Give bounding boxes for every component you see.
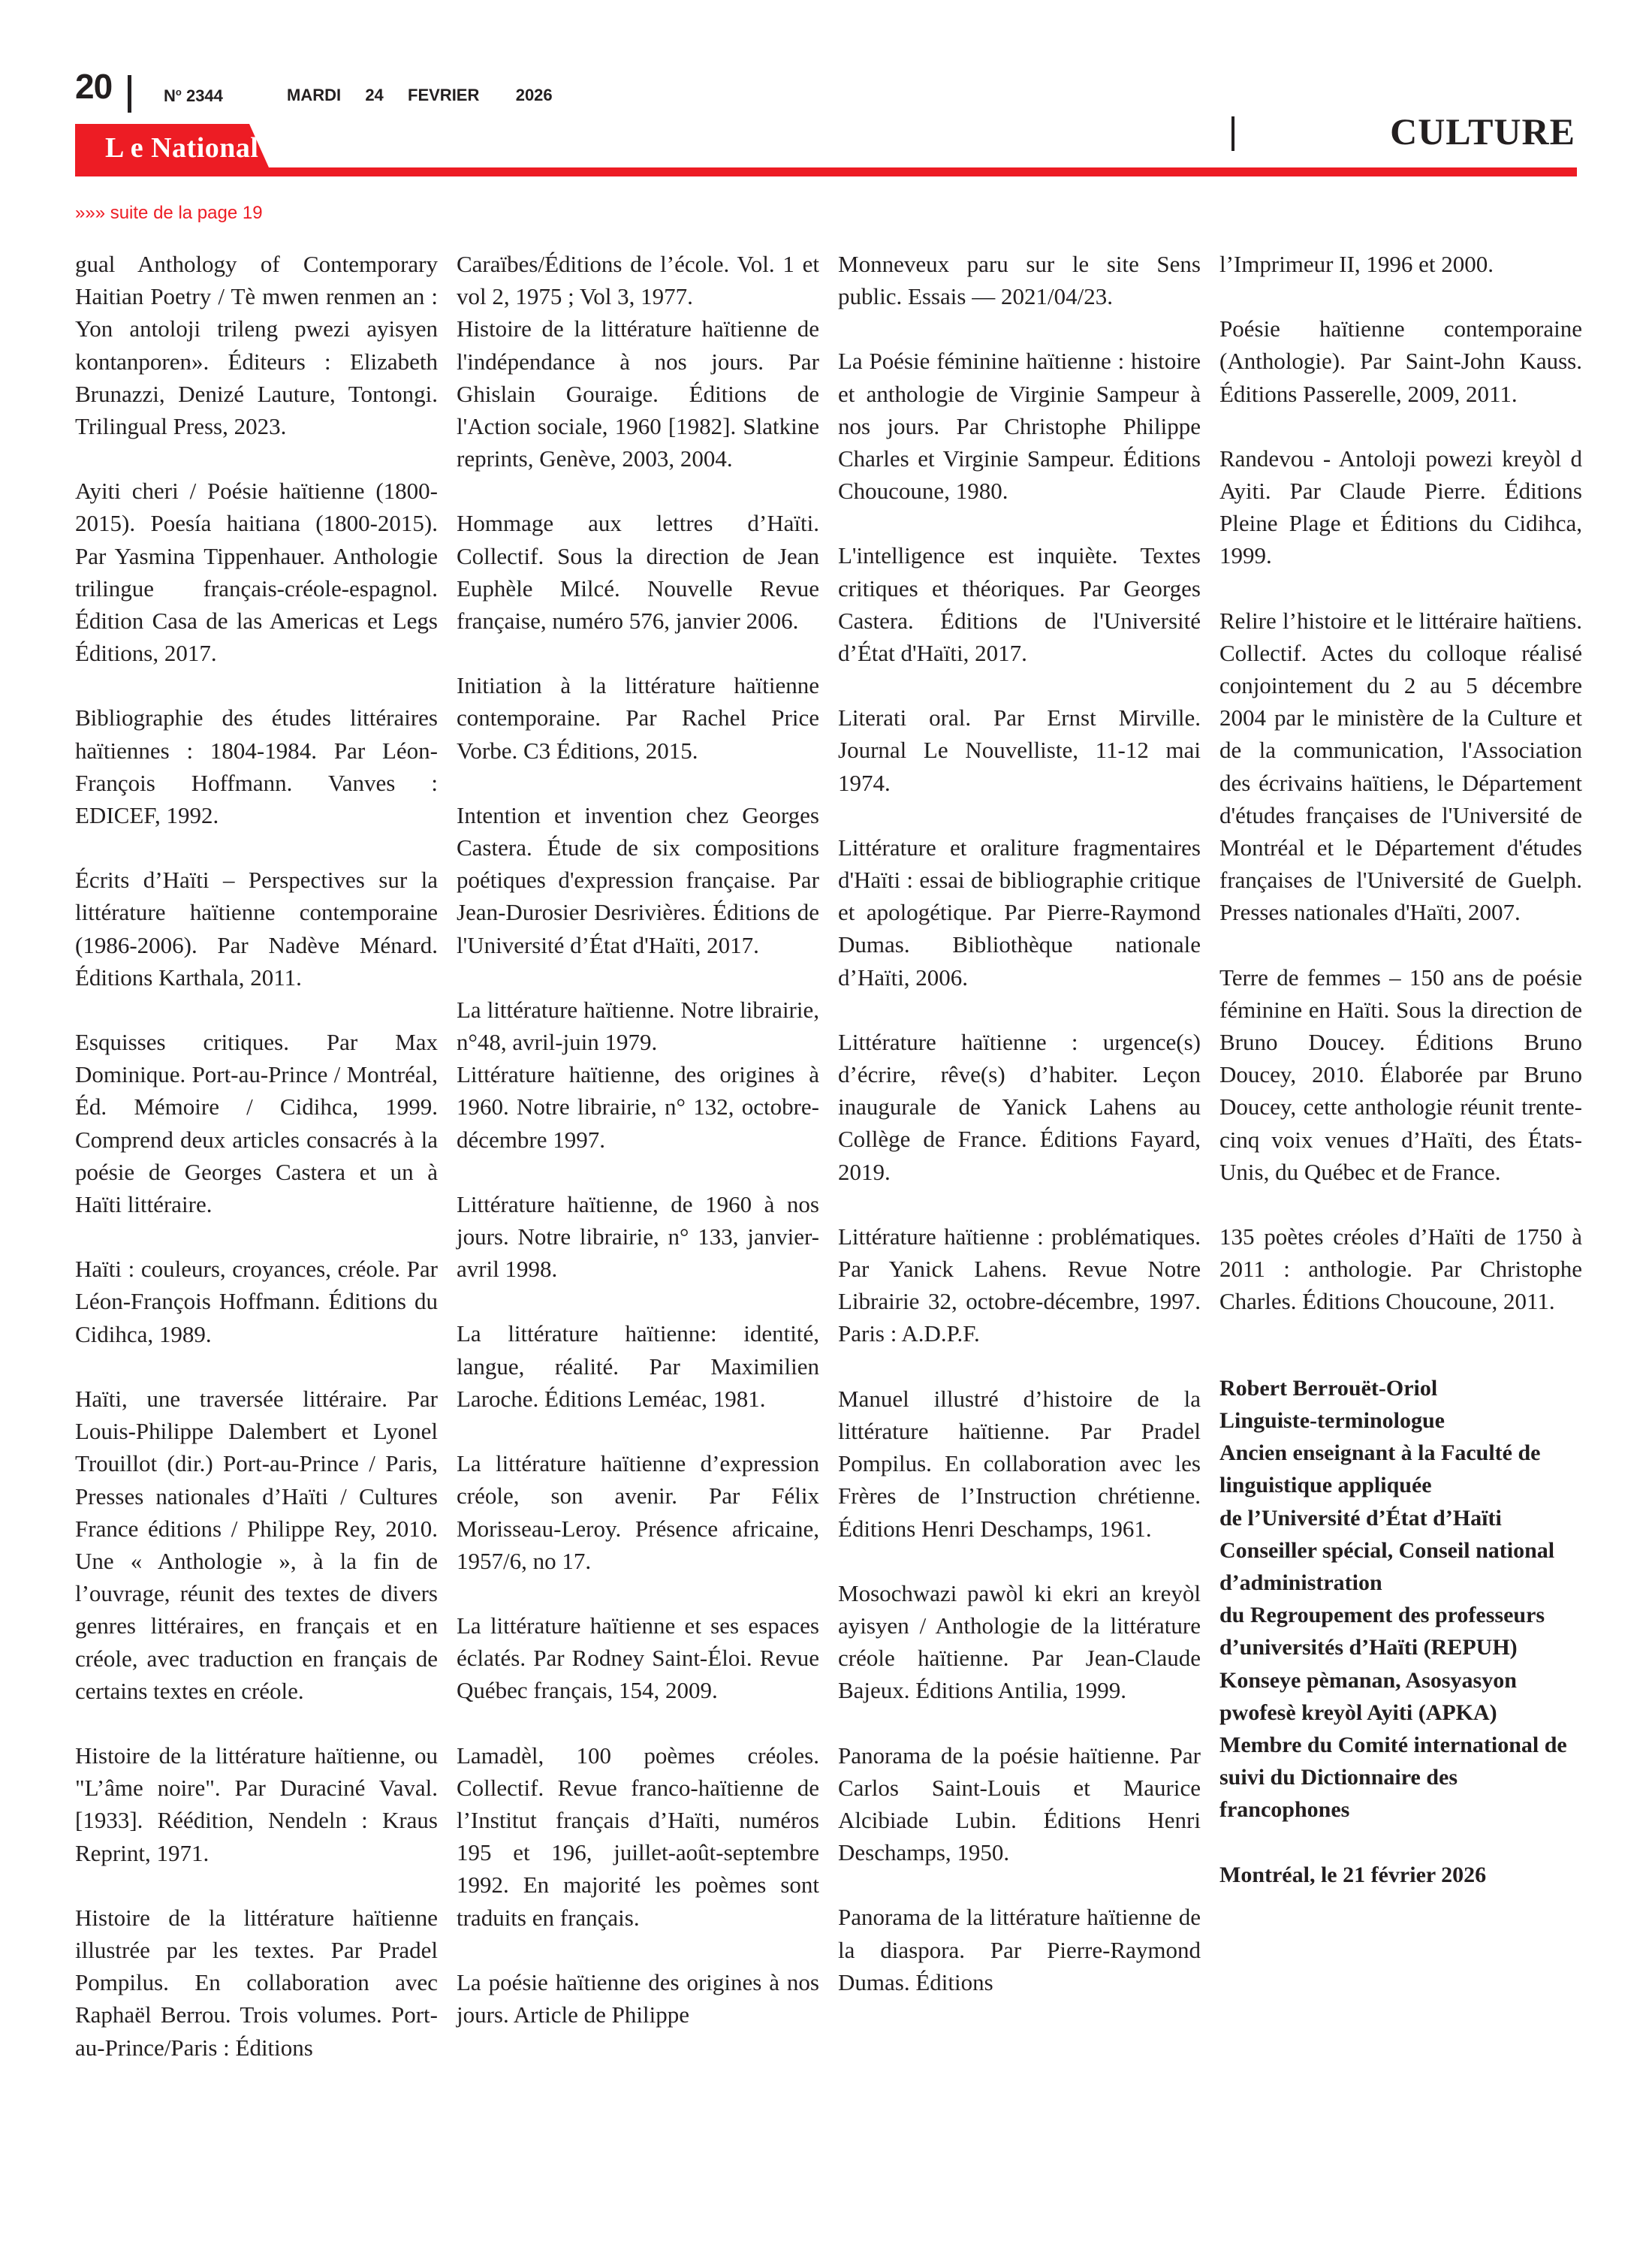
brand-band [75,124,1577,176]
bibliography-entry: La littérature haïtienne d’expression créole, son avenir. Par Félix Morisseau-Leroy. Présence africaine, 1957/6, no 17. [457,1450,819,1574]
bibliography-entry: 135 poètes créoles d’Haïti de 1750 à 2011 : anthologie. Par Christophe Charles. Éditions Choucoune, 2011. [1219,1223,1582,1315]
issue-date: MARDI 24 FEVRIER 2026 [287,86,553,104]
author-title: Membre du Comité international de suivi du Dictionnaire des francophones [1219,1732,1567,1823]
bibliography-entry: Panorama de la littérature haïtienne de la diaspora. Par Pierre-Raymond Dumas. Éditions [838,1904,1201,1995]
bibliography-entry: Ayiti cheri / Poésie haïtienne (1800-2015). Poesía haitiana (1800-2015). Par Yasmina Tippenhauer. Anthologie trilingue français-créole-espagnol. Édition Casa de las Americas et Legs Éditions, 2017. [75,478,438,667]
bibliography-entry: La littérature haïtienne: identité, langue, réalité. Par Maximilien Laroche. Éditions Leméac, 1981. [457,1320,819,1412]
bibliography-entry: Monneveux paru sur le site Sens public. Essais — 2021/04/23. [838,251,1201,310]
bibliography-entry: Randevou - Antoloji powezi kreyòl d Ayiti. Par Claude Pierre. Éditions Pleine Plage et Éditions du Cidihca, 1999. [1219,445,1582,569]
column-1 [75,248,438,2096]
author-title: Ancien enseignant à la Faculté de linguistique appliquée [1219,1440,1541,1498]
bibliography-entry: Littérature haïtienne, des origines à 1960. Notre librairie, n° 132, octobre-décembre 1997. [457,1061,819,1153]
bibliography-entry: Hommage aux lettres d’Haïti. Collectif. Sous la direction de Jean Euphèle Milcé. Nouvelle Revue française, numéro 576, janvier 2006. [457,510,819,635]
section-divider [1231,116,1234,151]
bibliography-entry: Panorama de la poésie haïtienne. Par Carlos Saint-Louis et Maurice Alcibiade Lubin. Éditions Henri Deschamps, 1950. [838,1742,1201,1866]
bibliography-entry: Mosochwazi pawòl ki ekri an kreyòl ayisyen / Anthologie de la littérature créole haïtienne. Par Jean-Claude Bajeux. Éditions Antilia, 1999. [838,1579,1201,1704]
page-number: 20 [75,67,113,106]
bibliography-entry: La poésie haïtienne des origines à nos jours. Article de Philippe [457,1968,819,2028]
issue-number: $N^o$ 2344 [164,86,223,105]
bibliography-entry: Haïti, une traversée littéraire. Par Louis-Philippe Dalembert et Lyonel Trouillot (dir.) Port-au-Prince / Paris, Presses nationales d’Haïti / Cultures France éditions / Philippe Rey, 2010. Une « Anthologie », à la fin de l’ouvrage, réunit des textes de divers genres littéraires, en français et en créole, avec traduction en français de certains textes en créole. [75,1385,438,1704]
bibliography-entry: Écrits d’Haïti – Perspectives sur la littérature haïtienne contemporaine (1986-2006). Par Nadève Ménard. Éditions Karthala, 2011. [75,867,438,991]
column-2 [457,248,819,2063]
column-4 [1219,248,1582,1891]
page-number-divider [128,75,131,113]
bibliography-entry: Literati oral. Par Ernst Mirville. Journal Le Nouvelliste, 11-12 mai 1974. [838,704,1201,796]
bibliography-entry: Caraïbes/Éditions de l’école. Vol. 1 et vol 2, 1975 ; Vol 3, 1977. [457,251,819,310]
bibliography-entry: Lamadèl, 100 poèmes créoles. Collectif. Revue franco-haïtienne de l’Institut français d’Haïti, numéros 195 et 196, juillet-août-septembre 1992. En majorité les poèmes sont traduits en français. [457,1742,819,1931]
bibliography-entry: Initiation à la littérature haïtienne contemporaine. Par Rachel Price Vorbe. C3 Éditions, 2015. [457,672,819,764]
author-name: Robert Berrouët-Oriol [1219,1375,1438,1401]
bibliography-entry: Poésie haïtienne contemporaine (Anthologie). Par Saint-John Kauss. Éditions Passerelle, 2009, 2011. [1219,315,1582,407]
section-title: CULTURE [1390,110,1575,152]
masthead [0,0,1652,223]
author-title: Linguiste-terminologue [1219,1407,1445,1433]
author-title: Conseiller spécial, Conseil national d’administration [1219,1537,1555,1595]
bibliography-entry: Histoire de la littérature haïtienne illustrée par les textes. Par Pradel Pompilus. En collaboration avec Raphaël Berrou. Trois volumes. Port-au-Prince/Paris : Éditions [75,1904,438,2061]
author-signature [1219,1372,1582,1826]
bibliography-entry: Esquisses critiques. Par Max Dominique. Port-au-Prince / Montréal, Éd. Mémoire / Cidihca, 1999. Comprend deux articles consacrés à la poésie de Georges Castera et un à Haïti littéraire. [75,1029,438,1218]
author-title: du Regroupement des professeurs d’universités d’Haïti (REPUH) [1219,1603,1545,1660]
continued-from-link[interactable]: »»» suite de la page 19 [75,203,263,223]
bibliography-entry: La littérature haïtienne et ses espaces éclatés. Par Rodney Saint-Éloi. Revue Québec français, 154, 2009. [457,1612,819,1704]
author-title: de l’Université d’État d’Haïti [1219,1505,1502,1531]
bibliography-entry: l’Imprimeur II, 1996 et 2000. [1219,251,1494,277]
bibliography-entry: La Poésie féminine haïtienne : histoire et anthologie de Virginie Sampeur à nos jours. Par Christophe Philippe Charles et Virginie Sampeur. Éditions Choucoune, 1980. [838,348,1201,505]
bibliography-entry: gual Anthology of Contemporary Haitian Poetry / Tè mwen renmen an : Yon antoloji trileng pwezi ayisyen kontanporen». Éditeurs : Elizabeth Brunazzi, Denizé Lauture, Tontongi. Trilingual Press, 2023. [75,251,438,440]
article-body [75,248,1582,2200]
bibliography-entry: Histoire de la littérature haïtienne de l'indépendance à nos jours. Par Ghislain Gouraige. Éditions de l'Action sociale, 1960 [1982]. Slatkine reprints, Genève, 2003, 2004. [457,315,819,472]
bibliography-entry: Bibliographie des études littéraires haïtiennes : 1804-1984. Par Léon-François Hoffmann. Vanves : EDICEF, 1992. [75,704,438,829]
bibliography-entry: Littérature haïtienne : problématiques. Par Yanick Lahens. Revue Notre Librairie 32, octobre-décembre, 1997. Paris : A.D.P.F. [838,1223,1201,1347]
signature-place-date: Montréal, le 21 février 2026 [1219,1862,1487,1887]
bibliography-entry: Terre de femmes – 150 ans de poésie féminine en Haïti. Sous la direction de Bruno Doucey. Éditions Bruno Doucey, 2010. Élaborée par Bruno Doucey, cette anthologie réunit trente-cinq voix venues d’Haïti, des États-Unis, du Québec et de France. [1219,964,1582,1185]
column-3 [838,248,1201,2031]
bibliography-entry: La littérature haïtienne. Notre librairie, n°48, avril-juin 1979. [457,996,819,1056]
bibliography-entry: L'intelligence est inquiète. Textes critiques et théoriques. Par Georges Castera. Éditions de l'Université d’État d'Haïti, 2017. [838,542,1201,667]
newspaper-logo: L e National [105,132,259,164]
bibliography-entry: Haïti : couleurs, croyances, créole. Par Léon-François Hoffmann. Éditions du Cidihca, 1989. [75,1256,438,1347]
bibliography-entry: Relire l’histoire et le littéraire haïtiens. Collectif. Actes du colloque réalisé conjointement du 2 au 5 décembre 2004 par le ministère de la Culture et de la communication, l'Association des écrivains haïtiens, le Département d'études françaises de l'Université de Montréal et le Département d'études françaises de l'Université de Guelph. Presses nationales d'Haïti, 2007. [1219,607,1582,926]
author-title: Konseye pèmanan, Asosyasyon pwofesè kreyòl Ayiti (APKA) [1219,1667,1517,1725]
brand-banner-shape [75,124,1577,176]
bibliography-entry: Littérature haïtienne, de 1960 à nos jours. Notre librairie, n° 133, janvier-avril 1998. [457,1190,819,1283]
bibliography-entry: Intention et invention chez Georges Castera. Étude de six compositions poétiques d'expression française. Par Jean-Durosier Desrivières. Éditions de l'Université d’État d'Haïti, 2017. [457,801,819,958]
bibliography-entry: Histoire de la littérature haïtienne, ou "L’âme noire". Par Duraciné Vaval. [1933]. Réédition, Nendeln : Kraus Reprint, 1971. [75,1742,438,1866]
bibliography-entry: Littérature et oraliture fragmentaires d'Haïti : essai de bibliographie critique et apologétique. Par Pierre-Raymond Dumas. Bibliothèque nationale d’Haïti, 2006. [838,834,1201,991]
bibliography-entry: Littérature haïtienne : urgence(s) d’écrire, rêve(s) d’habiter. Leçon inaugurale de Yanick Lahens au Collège de France. Éditions Fayard, 2019. [838,1028,1201,1185]
bibliography-entry: Manuel illustré d’histoire de la littérature haïtienne. Par Pradel Pompilus. En collaboration avec les Frères de l’Instruction chrétienne. Éditions Henri Deschamps, 1961. [838,1385,1201,1542]
